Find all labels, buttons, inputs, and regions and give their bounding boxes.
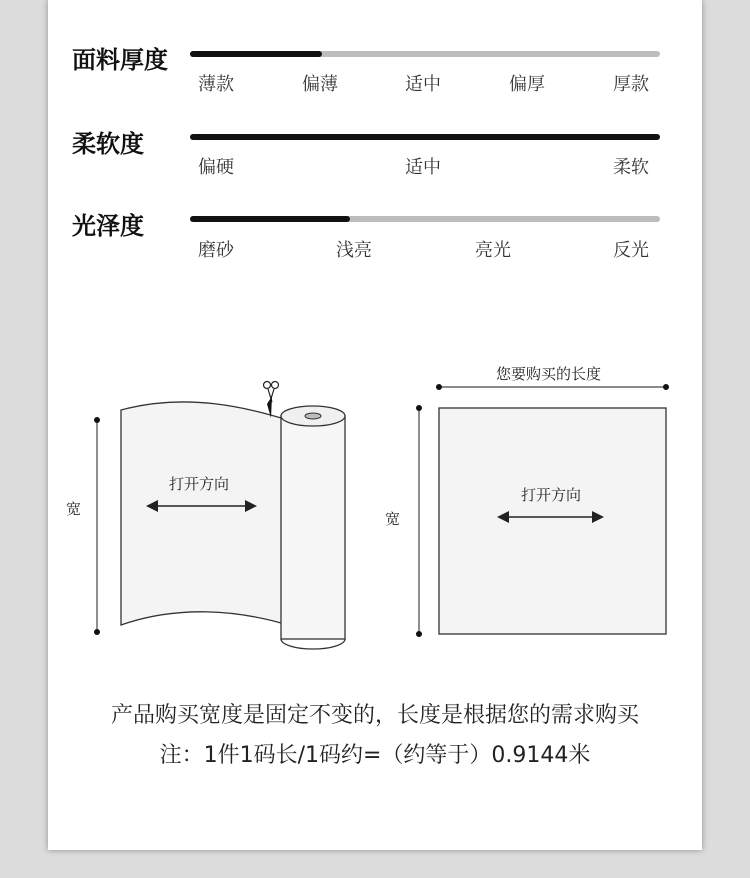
scale-label: 厚款: [613, 74, 649, 95]
scale-label: 薄款: [198, 74, 234, 95]
right-direction-label: 打开方向: [521, 486, 582, 504]
roll-body: [281, 416, 345, 639]
product-detail-card: [48, 0, 702, 850]
yard-conversion-note: 注：1件1码长/1码约=（约等于）0.9144米: [159, 743, 591, 768]
left-direction-label: 打开方向: [169, 475, 230, 493]
scale-label: 适中: [405, 157, 441, 178]
left-width-label: 宽: [66, 500, 82, 518]
spec-title: 面料厚度: [72, 46, 168, 74]
scale-label: 亮光: [475, 240, 511, 261]
scale-label: 偏薄: [302, 74, 338, 95]
fabric-sheet-illustration: [385, 365, 669, 637]
right-width-label: 宽: [385, 510, 401, 528]
fabric-diagram: [48, 0, 702, 680]
purchase-note: 产品购买宽度是固定不变的，长度是根据您的需求购买: [110, 703, 639, 728]
scale-label: 适中: [405, 74, 441, 95]
scissors-icon: [264, 382, 279, 419]
roll-core: [305, 413, 321, 419]
scale-label: 偏厚: [509, 74, 545, 95]
fabric-sheet: [121, 402, 288, 625]
scale-label: 反光: [613, 240, 649, 261]
scale-label: 浅亮: [336, 240, 372, 261]
scale-label: 柔软: [613, 157, 649, 178]
length-label: 您要购买的长度: [496, 365, 602, 383]
fabric-roll-illustration: [66, 382, 345, 650]
spec-title: 光泽度: [72, 212, 144, 240]
fabric-square: [439, 408, 666, 634]
spec-title: 柔软度: [72, 130, 144, 158]
scale-label: 偏硬: [198, 157, 234, 178]
scale-label: 磨砂: [198, 240, 234, 261]
